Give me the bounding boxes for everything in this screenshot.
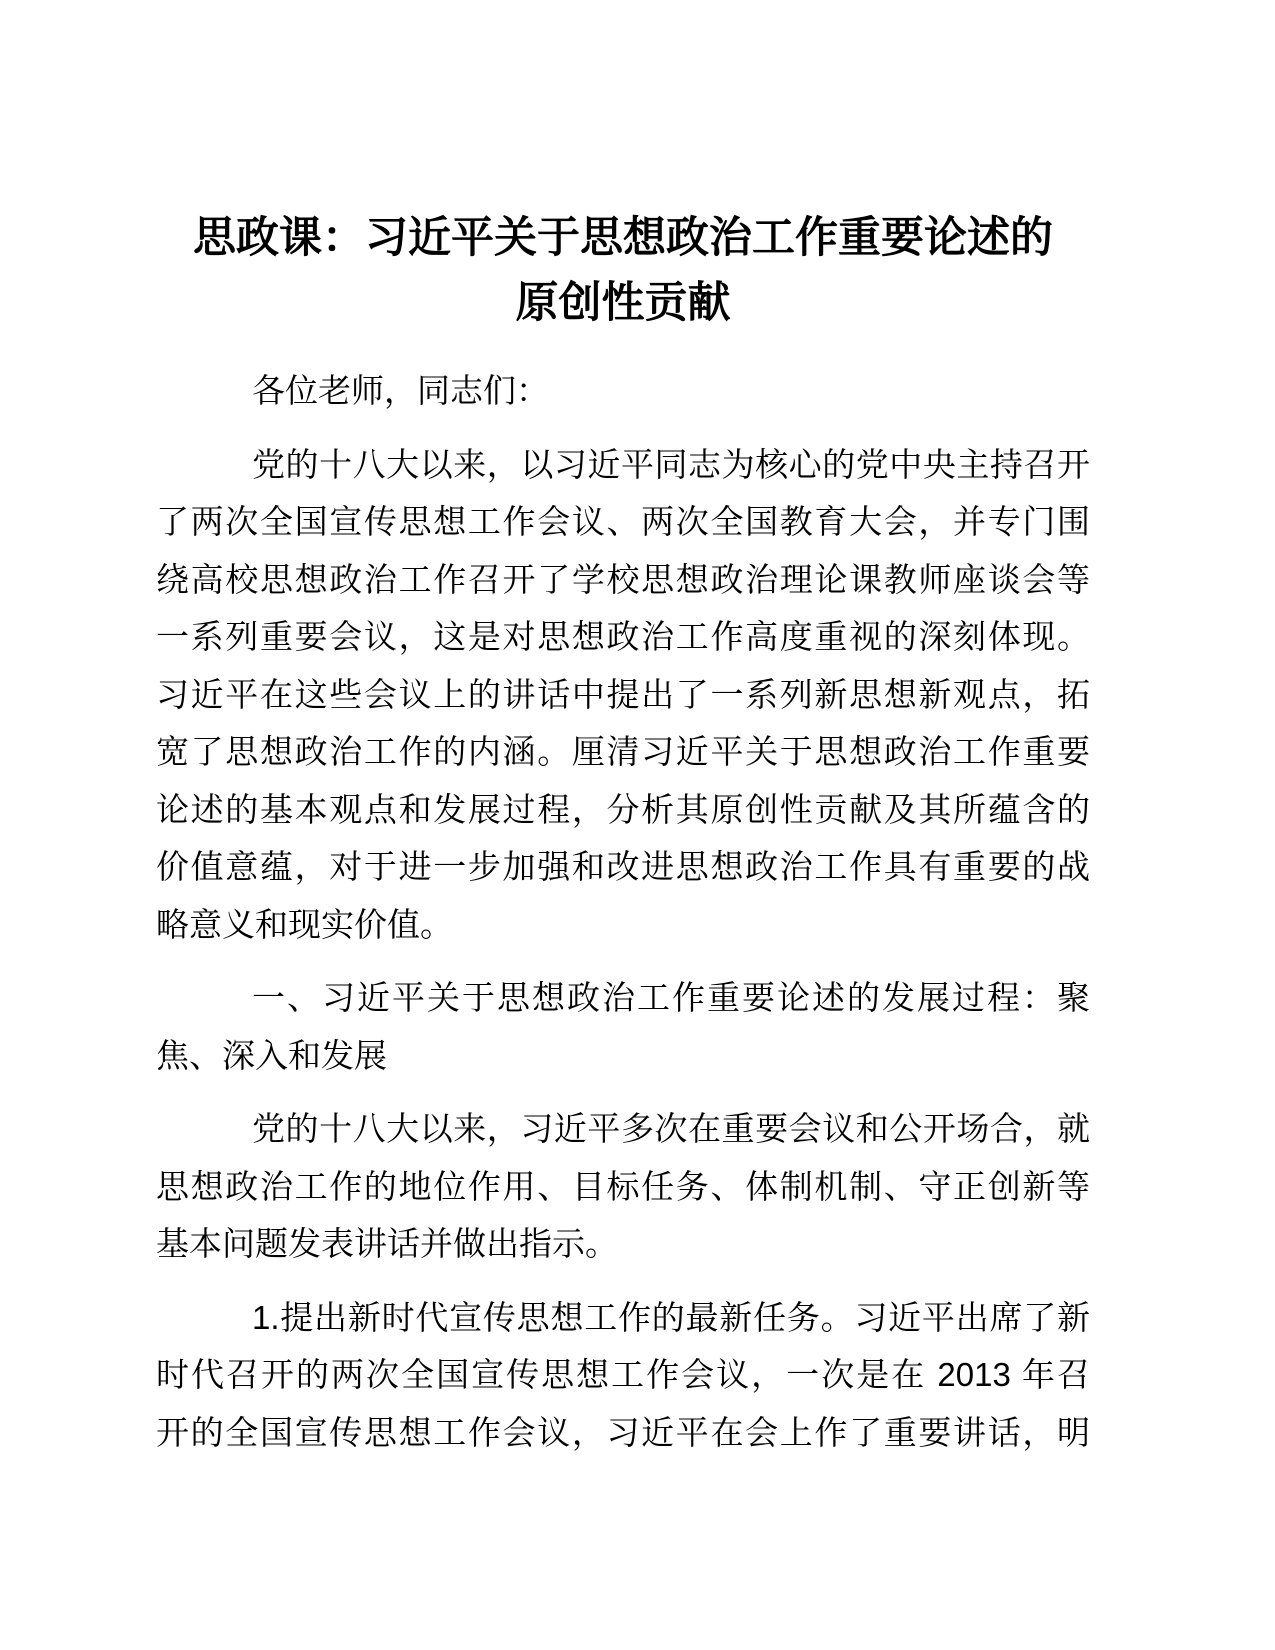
paragraph [156,1100,1090,1273]
text-line: 绕高校思想政治工作召开了学校思想政治理论课教师座谈会等 [156,560,1090,598]
text-line: 了两次全国宣传思想工作会议、两次全国教育大会，并专门围 [156,503,1090,540]
section-heading [156,969,1090,1084]
text-line: 基本问题发表讲话并做出指示。 [156,1225,618,1262]
paragraph [156,436,1090,954]
paragraph [156,362,1090,420]
paragraph [156,1289,1090,1462]
document-body [156,362,1090,1461]
text-line: 价值意蕴，对于进一步加强和改进思想政治工作具有重要的战 [156,848,1090,885]
text-line: 一系列重要会议，这是对思想政治工作高度重视的深刻体现。 [156,618,1090,655]
text-line: 略意义和现实价值。 [156,905,453,943]
text-line: 思想政治工作的地位作用、目标任务、体制机制、守正创新等 [156,1167,1090,1205]
text-line: 党的十八大以来，习近平多次在重要会议和公开场合，就 [252,1110,1090,1147]
text-line: 习近平在这些会议上的讲话中提出了一系列新思想新观点，拓 [156,675,1090,713]
text-line: 宽了思想政治工作的内涵。厘清习近平关于思想政治工作重要 [156,733,1090,770]
document-title-line: 思政课：习近平关于思想政治工作重要论述的 [193,214,1053,262]
text-line: 论述的基本观点和发展过程，分析其原创性贡献及其所蕴含的 [156,790,1090,828]
document-title-line: 原创性贡献 [515,279,731,327]
text-line: 1.提出新时代宣传思想工作的最新任务。习近平出席了新 [252,1298,1090,1336]
text-line: 时代召开的两次全国宣传思想工作会议，一次是在 2013 年召 [156,1356,1090,1393]
text-line: 各位老师，同志们： [252,372,549,409]
text-line: 一、习近平关于思想政治工作重要论述的发展过程：聚 [252,979,1090,1016]
text-line: 焦、深入和发展 [156,1036,387,1074]
text-line: 党的十八大以来，以习近平同志为核心的党中央主持召开 [252,445,1090,483]
text-line: 开的全国宣传思想工作会议，习近平在会上作了重要讲话，明 [156,1413,1090,1451]
document-title [156,206,1090,336]
